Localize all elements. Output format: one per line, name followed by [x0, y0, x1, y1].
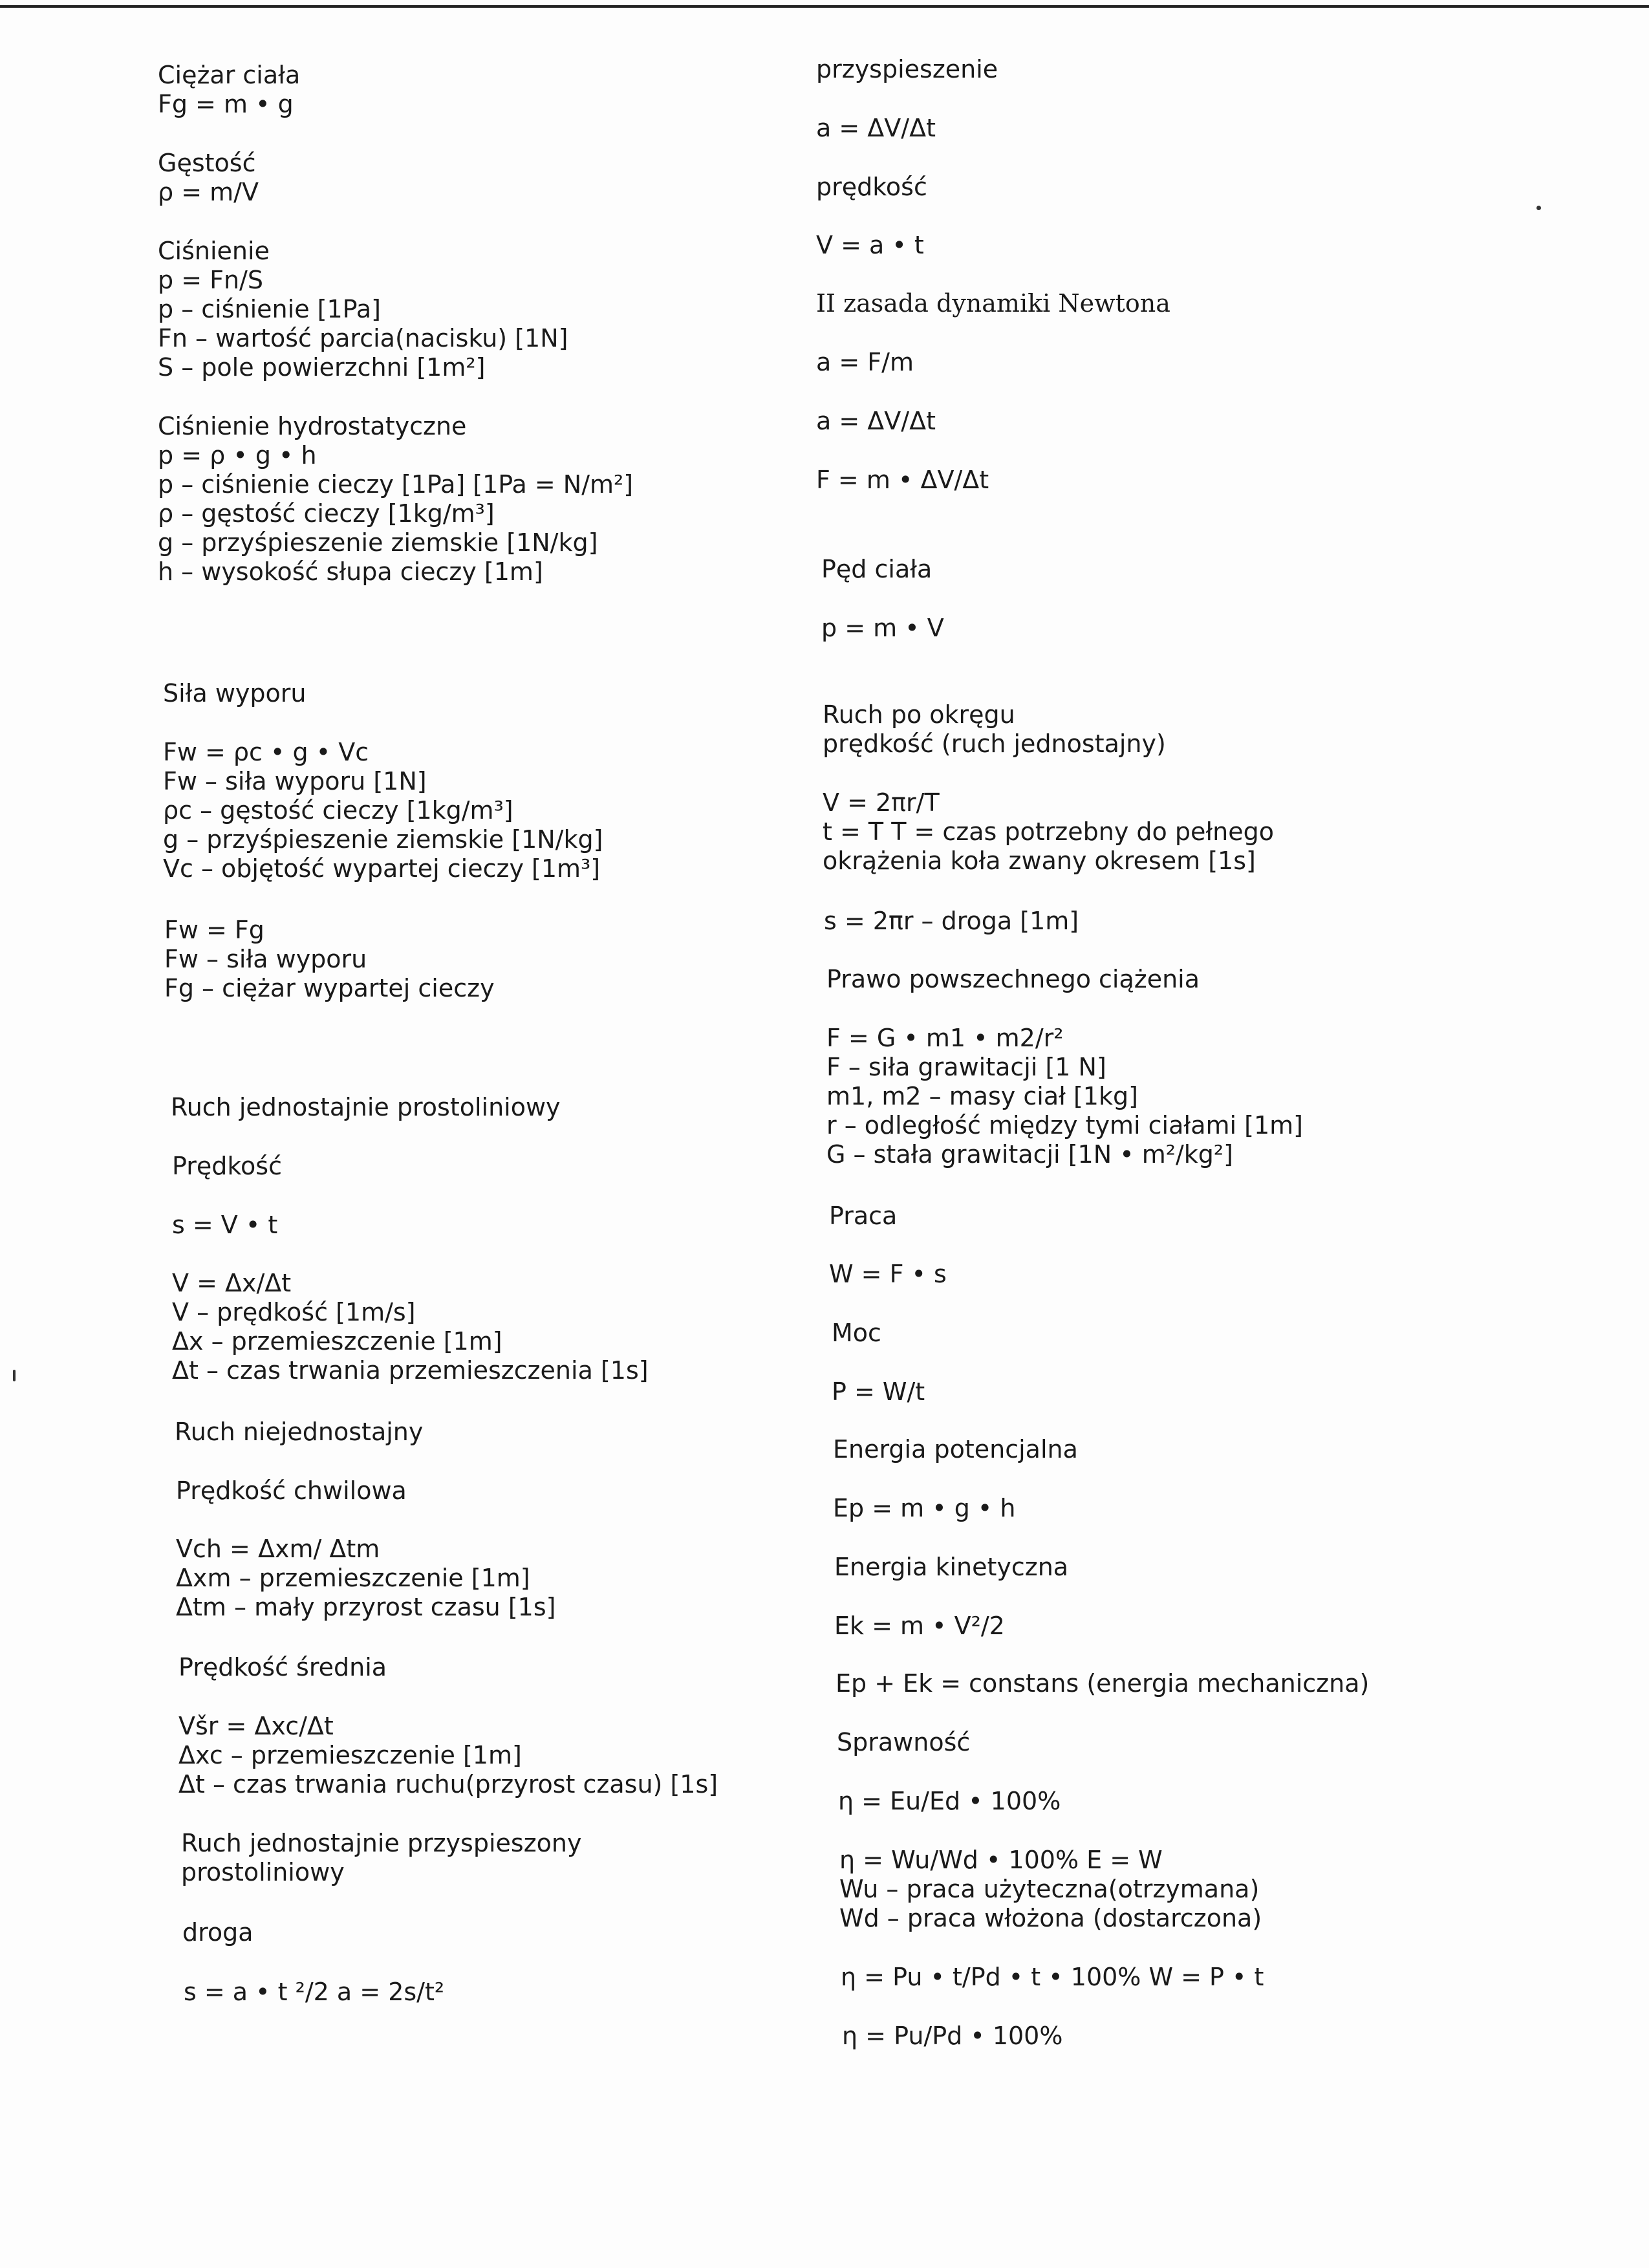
heading-ruch-po-okregu: Ruch po okręgu [823, 700, 1015, 729]
definition-line: Δxc – przemieszczenie [1m] [178, 1741, 522, 1769]
formula-line: p = ρ • g • h [158, 441, 317, 470]
formula-line: Fw = ρc • g • Vc [163, 738, 369, 766]
formula-line: W = F • s [829, 1260, 947, 1288]
formula-line: a = F/m [816, 348, 914, 376]
formula-line: s = V • t [172, 1211, 278, 1239]
formula-line: η = Wu/Wd • 100% E = W [839, 1846, 1163, 1874]
formula-line: a = ΔV/Δt [816, 407, 936, 435]
formula-line: a = ΔV/Δt [816, 114, 936, 142]
definition-line: Δt – czas trwania ruchu(przyrost czasu) [1s] [178, 1770, 718, 1798]
scan-top-border [0, 5, 1649, 8]
definition-line: p – ciśnienie cieczy [1Pa] [1Pa = N/m²] [158, 470, 634, 499]
heading-moc: Moc [832, 1319, 881, 1347]
formula-line: p = m • V [821, 614, 944, 642]
formula-line: V = a • t [816, 231, 924, 259]
formula-line: Vch = Δxm/ Δtm [176, 1535, 380, 1563]
definition-line: Vc – objętość wypartej cieczy [1m³] [163, 854, 601, 883]
formula-line: ρ = m/V [158, 178, 259, 206]
heading-prawo-ciazenia: Prawo powszechnego ciążenia [826, 965, 1200, 993]
formula-line: Fg = m • g [158, 90, 294, 118]
definition-line: Δt – czas trwania przemieszczenia [1s] [172, 1356, 649, 1385]
formula-line: p = Fn/S [158, 266, 263, 294]
formula-line: Všr = Δxc/Δt [178, 1712, 334, 1740]
heading-energia-kinetyczna: Energia kinetyczna [834, 1553, 1069, 1581]
heading-gestosc: Gęstość [158, 149, 256, 177]
heading-predkosc-srednia: Prędkość średnia [178, 1653, 387, 1681]
formula-line: s = a • t ²/2 a = 2s/t² [184, 1978, 445, 2006]
formula-line: F = m • ΔV/Δt [816, 466, 989, 494]
definition-line: Fg – ciężar wypartej cieczy [164, 974, 495, 1002]
heading-ciezar: Ciężar ciała [158, 61, 301, 89]
definition-line: t = T T = czas potrzebny do pełnego [823, 817, 1274, 846]
definition-line: F – siła grawitacji [1 N] [826, 1053, 1106, 1081]
heading-ped-ciala: Pęd ciała [821, 555, 932, 583]
heading-droga: droga [182, 1918, 253, 1947]
definition-line: g – przyśpieszenie ziemskie [1N/kg] [163, 825, 603, 854]
heading-praca: Praca [829, 1202, 898, 1230]
definition-line: Δxm – przemieszczenie [1m] [176, 1564, 530, 1592]
definition-line: Wd – praca włożona (dostarczona) [839, 1904, 1262, 1932]
formula-line: η = Pu • t/Pd • t • 100% W = P • t [841, 1963, 1264, 1991]
definition-line: okrążenia koła zwany okresem [1s] [823, 847, 1256, 875]
heading-ii-zasada-dynamiki: II zasada dynamiki Newtona [816, 289, 1170, 318]
definition-line: Δx – przemieszczenie [1m] [172, 1327, 502, 1355]
formula-line: F = G • m1 • m2/r² [826, 1024, 1064, 1052]
formula-line: s = 2πr – droga [1m] [824, 907, 1079, 935]
definition-line: ρc – gęstość cieczy [1kg/m³] [163, 796, 513, 825]
formula-line: Ek = m • V²/2 [834, 1612, 1005, 1640]
definition-line: p – ciśnienie [1Pa] [158, 295, 381, 323]
definition-line: Fw – siła wyporu [164, 945, 367, 973]
heading-energia-potencjalna: Energia potencjalna [833, 1435, 1078, 1463]
definition-line: S – pole powierzchni [1m²] [158, 353, 486, 382]
formula-line: η = Pu/Pd • 100% [842, 2022, 1063, 2050]
definition-line: g – przyśpieszenie ziemskie [1N/kg] [158, 528, 598, 557]
scan-speck [13, 1370, 16, 1381]
definition-line: Δtm – mały przyrost czasu [1s] [176, 1593, 556, 1621]
definition-line: ρ – gęstość cieczy [1kg/m³] [158, 499, 495, 528]
formula-line: Ep = m • g • h [833, 1494, 1016, 1522]
formula-line: V = Δx/Δt [172, 1269, 292, 1297]
heading-ruch-jednostajnie-prostoliniowy: Ruch jednostajnie prostoliniowy [171, 1093, 561, 1121]
heading-cisnienie: Ciśnienie [158, 237, 270, 265]
heading-ruch-przyspieszony-cont: prostoliniowy [181, 1858, 345, 1886]
formula-line: P = W/t [832, 1377, 925, 1406]
definition-line: G – stała grawitacji [1N • m²/kg²] [826, 1140, 1233, 1169]
definition-line: V – prędkość [1m/s] [172, 1298, 416, 1326]
formula-line: Fw = Fg [164, 916, 264, 944]
formula-line: V = 2πr/T [823, 788, 940, 817]
heading-ruch-jednostajny: prędkość (ruch jednostajny) [823, 729, 1166, 758]
definition-line: Fn – wartość parcia(nacisku) [1N] [158, 324, 568, 352]
definition-line: r – odległość między tymi ciałami [1m] [826, 1111, 1303, 1139]
formula-line: Ep + Ek = constans (energia mechaniczna) [835, 1669, 1370, 1698]
heading-przyspieszenie: przyspieszenie [816, 55, 998, 83]
heading-cisnienie-hydrostatyczne: Ciśnienie hydrostatyczne [158, 412, 467, 440]
formula-line: η = Eu/Ed • 100% [838, 1787, 1061, 1815]
heading-sprawnosc: Sprawność [837, 1728, 971, 1756]
heading-ruch-przyspieszony: Ruch jednostajnie przyspieszony [181, 1829, 582, 1857]
heading-predkosc: Prędkość [172, 1152, 282, 1180]
heading-predkosc: prędkość [816, 173, 927, 201]
definition-line: Fw – siła wyporu [1N] [163, 767, 427, 795]
heading-predkosc-chwilowa: Prędkość chwilowa [176, 1476, 407, 1505]
scan-speck [1536, 206, 1541, 210]
definition-line: m1, m2 – masy ciał [1kg] [826, 1082, 1138, 1110]
heading-sila-wyporu: Siła wyporu [163, 679, 307, 707]
definition-line: Wu – praca użyteczna(otrzymana) [839, 1875, 1260, 1903]
definition-line: h – wysokość słupa cieczy [1m] [158, 557, 543, 586]
heading-ruch-niejednostajny: Ruch niejednostajny [175, 1418, 424, 1446]
